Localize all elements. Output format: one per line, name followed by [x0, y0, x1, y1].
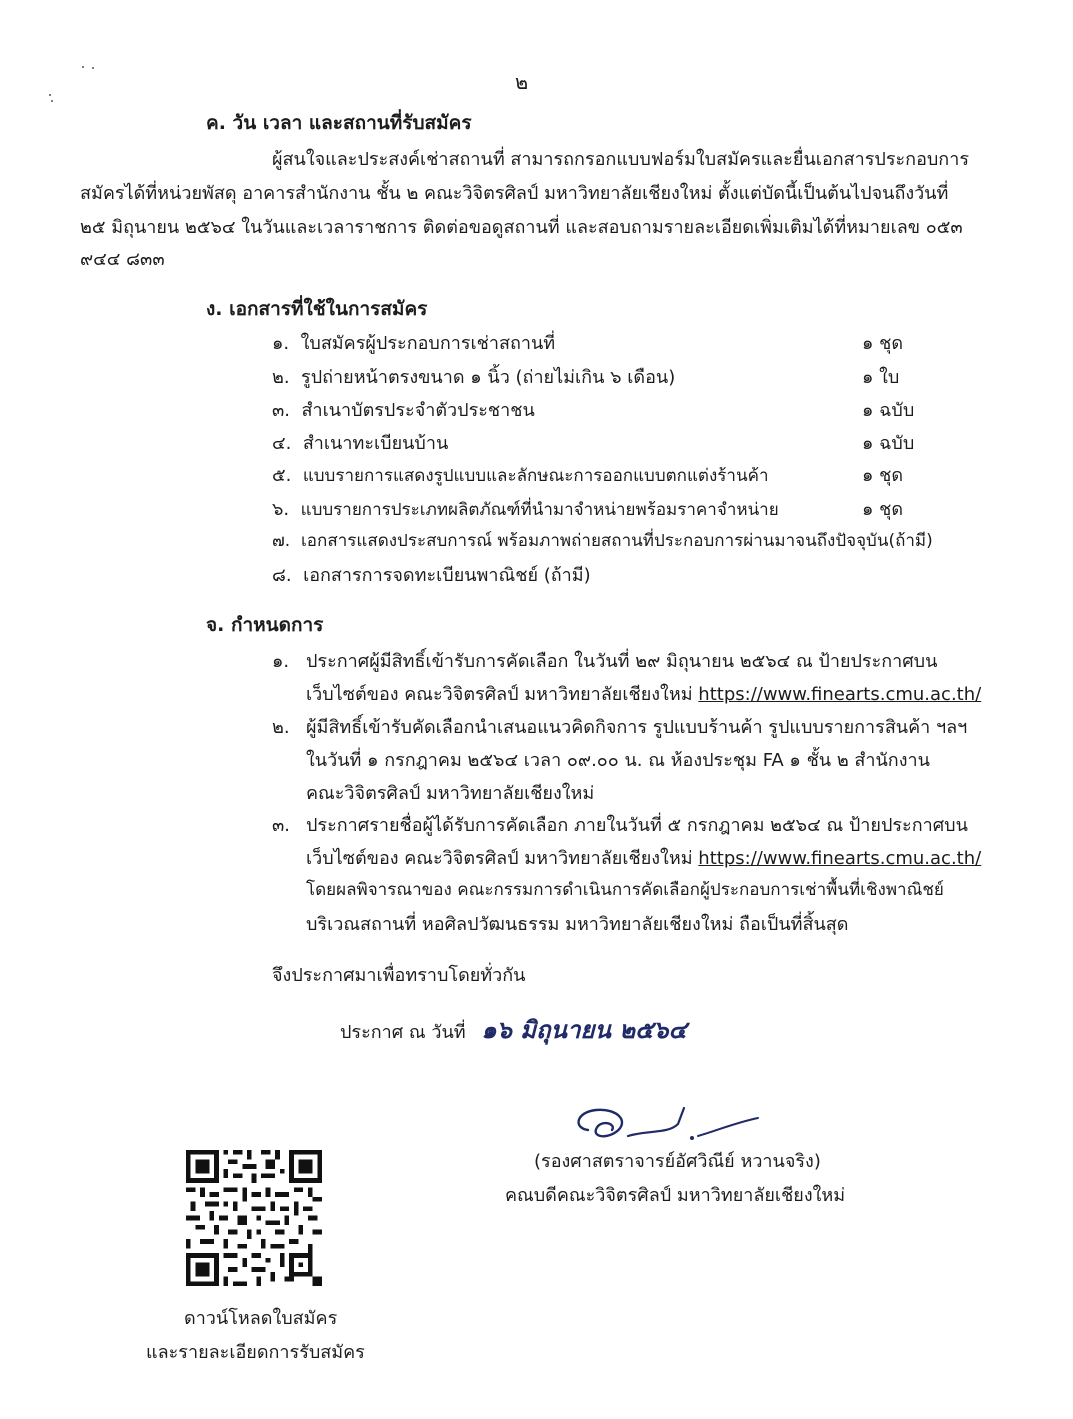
list-item-number: ๖. [272, 499, 290, 520]
list-item-1 [272, 328, 555, 357]
list-item-number: ๔. [272, 433, 292, 454]
schedule-number: ๒. [272, 717, 290, 738]
list-item-5 [272, 460, 769, 489]
schedule-line: ประกาศผู้มีสิทธิ์เข้ารับการคัดเลือก ในวันที่ ๒๙ มิถุนายน ๒๕๖๔ ณ ป้ายประกาศบน [306, 651, 938, 672]
schedule-line: ประกาศรายชื่อผู้ได้รับการคัดเลือก ภายในวันที่ ๕ กรกฎาคม ๒๕๖๔ ณ ป้ายประกาศบน [306, 815, 968, 836]
announce-prefix: ประกาศ ณ วันที่ [340, 1022, 466, 1043]
scan-speck [49, 94, 51, 96]
qr-caption-line1: ดาวน์โหลดใบสมัคร [184, 1308, 338, 1329]
list-item-text: สำเนาทะเบียนบ้าน [302, 433, 449, 454]
list-item-8 [272, 560, 591, 589]
list-item-number: ๒. [272, 367, 290, 388]
scan-speck [82, 66, 84, 68]
list-item-text: สำเนาบัตรประจำตัวประชาชน [301, 400, 535, 421]
list-item-qty: ๑ ชุด [862, 499, 904, 520]
list-item-qty: ๑ ฉบับ [862, 433, 915, 454]
section-c-line: ผู้สนใจและประสงค์เช่าสถานที่ สามารถกรอกแบบฟอร์มใบสมัครและยื่นเอกสารประกอบการ [272, 149, 969, 170]
schedule-number: ๑. [272, 651, 290, 672]
website-link[interactable]: https://www.finearts.cmu.ac.th/ [698, 848, 982, 869]
section-e-heading: จ. กำหนดการ [206, 614, 324, 636]
list-item-text: เอกสารแสดงประสบการณ์ พร้อมภาพถ่ายสถานที่ประกอบการผ่านมาจนถึงปัจจุบัน(ถ้ามี) [301, 531, 933, 551]
website-link[interactable]: https://www.finearts.cmu.ac.th/ [698, 684, 982, 705]
list-item-2 [272, 362, 675, 391]
schedule-line: บริเวณสถานที่ หอศิลปวัฒนธรรม มหาวิทยาลัยเชียงใหม่ ถือเป็นที่สิ้นสุด [306, 914, 849, 935]
schedule-line: ในวันที่ ๑ กรกฎาคม ๒๕๖๔ เวลา ๐๙.๐๐ น. ณ ห้องประชุม FA ๑ ชั้น ๒ สำนักงาน [306, 750, 930, 771]
list-item-text: เอกสารการจดทะเบียนพาณิชย์ (ถ้ามี) [303, 565, 591, 586]
list-item-number: ๑. [272, 333, 290, 354]
schedule-text: เว็บไซต์ของ คณะวิจิตรศิลป์ มหาวิทยาลัยเชียงใหม่ [306, 684, 693, 705]
schedule-line: ผู้มีสิทธิ์เข้ารับคัดเลือกนำเสนอแนวคิดกิจการ รูปแบบร้านค้า รูปแบบรายการสินค้า ฯลฯ [306, 717, 968, 738]
section-c-heading: ค. วัน เวลา และสถานที่รับสมัคร [206, 112, 472, 134]
list-item-text: แบบรายการแสดงรูปแบบและลักษณะการออกแบบตกแต่งร้านค้า [302, 466, 769, 486]
list-item-number: ๕. [272, 465, 292, 486]
signatory-position: คณบดีคณะวิจิตรศิลป์ มหาวิทยาลัยเชียงใหม่ [505, 1185, 846, 1206]
list-item-qty: ๑ ฉบับ [862, 400, 915, 421]
signatory-name: (รองศาสตราจารย์อัศวิณีย์ หวานจริง) [534, 1151, 821, 1172]
list-item-number: ๓. [272, 400, 291, 421]
list-item-qty: ๑ ชุด [862, 465, 904, 486]
schedule-line: โดยผลพิจารณาของ คณะกรรมการดำเนินการคัดเลือกผู้ประกอบการเช่าพื้นที่เชิงพาณิชย์ [306, 880, 944, 900]
signature [568, 1100, 768, 1152]
schedule-line: คณะวิจิตรศิลป์ มหาวิทยาลัยเชียงใหม่ [306, 783, 595, 804]
scan-speck [92, 67, 94, 69]
list-item-text: รูปถ่ายหน้าตรงขนาด ๑ นิ้ว (ถ่ายไม่เกิน ๖ เดือน) [301, 367, 676, 388]
handwritten-date: ๑๖ มิถุนายน ๒๕๖๔ [481, 1015, 687, 1044]
list-item-qty: ๑ ใบ [862, 367, 900, 388]
list-item-3 [272, 395, 535, 424]
list-item-number: ๗. [272, 531, 291, 551]
section-c-line: สมัครได้ที่หน่วยพัสดุ อาคารสำนักงาน ชั้น ๒ คณะวิจิตรศิลป์ มหาวิทยาลัยเชียงใหม่ ตั้งแต่บัดนี้เป็นต้นไปจนถึงวันที่ [80, 183, 949, 204]
list-item-qty: ๑ ชุด [862, 333, 904, 354]
section-c-line: ๒๕ มิถุนายน ๒๕๖๔ ในวันและเวลาราชการ ติดต่อขอดูสถานที่ และสอบถามรายละเอียดเพิ่มเติมได้ที่หมายเลข ๐๕๓ [80, 217, 963, 238]
list-item-number: ๘. [272, 565, 292, 586]
schedule-text: เว็บไซต์ของ คณะวิจิตรศิลป์ มหาวิทยาลัยเชียงใหม่ [306, 848, 693, 869]
scan-speck [51, 100, 53, 102]
qr-code[interactable] [186, 1150, 322, 1286]
list-item-7 [272, 527, 933, 554]
list-item-4 [272, 428, 448, 457]
list-item-text: ใบสมัครผู้ประกอบการเช่าสถานที่ [300, 333, 556, 354]
closing-statement: จึงประกาศมาเพื่อทราบโดยทั่วกัน [272, 965, 526, 986]
schedule-line [306, 679, 981, 708]
page-number: ๒ [515, 70, 529, 94]
announce-date [340, 1010, 687, 1049]
list-item-6 [272, 494, 779, 523]
section-c-line: ๙๔๔ ๘๓๓ [80, 249, 165, 270]
qr-caption-line2: และรายละเอียดการรับสมัคร [146, 1342, 365, 1363]
list-item-text: แบบรายการประเภทผลิตภัณฑ์ที่นำมาจำหน่ายพร้อมราคาจำหน่าย [300, 500, 779, 520]
schedule-line [306, 843, 981, 872]
schedule-number: ๓. [272, 815, 291, 836]
section-d-heading: ง. เอกสารที่ใช้ในการสมัคร [206, 298, 428, 320]
